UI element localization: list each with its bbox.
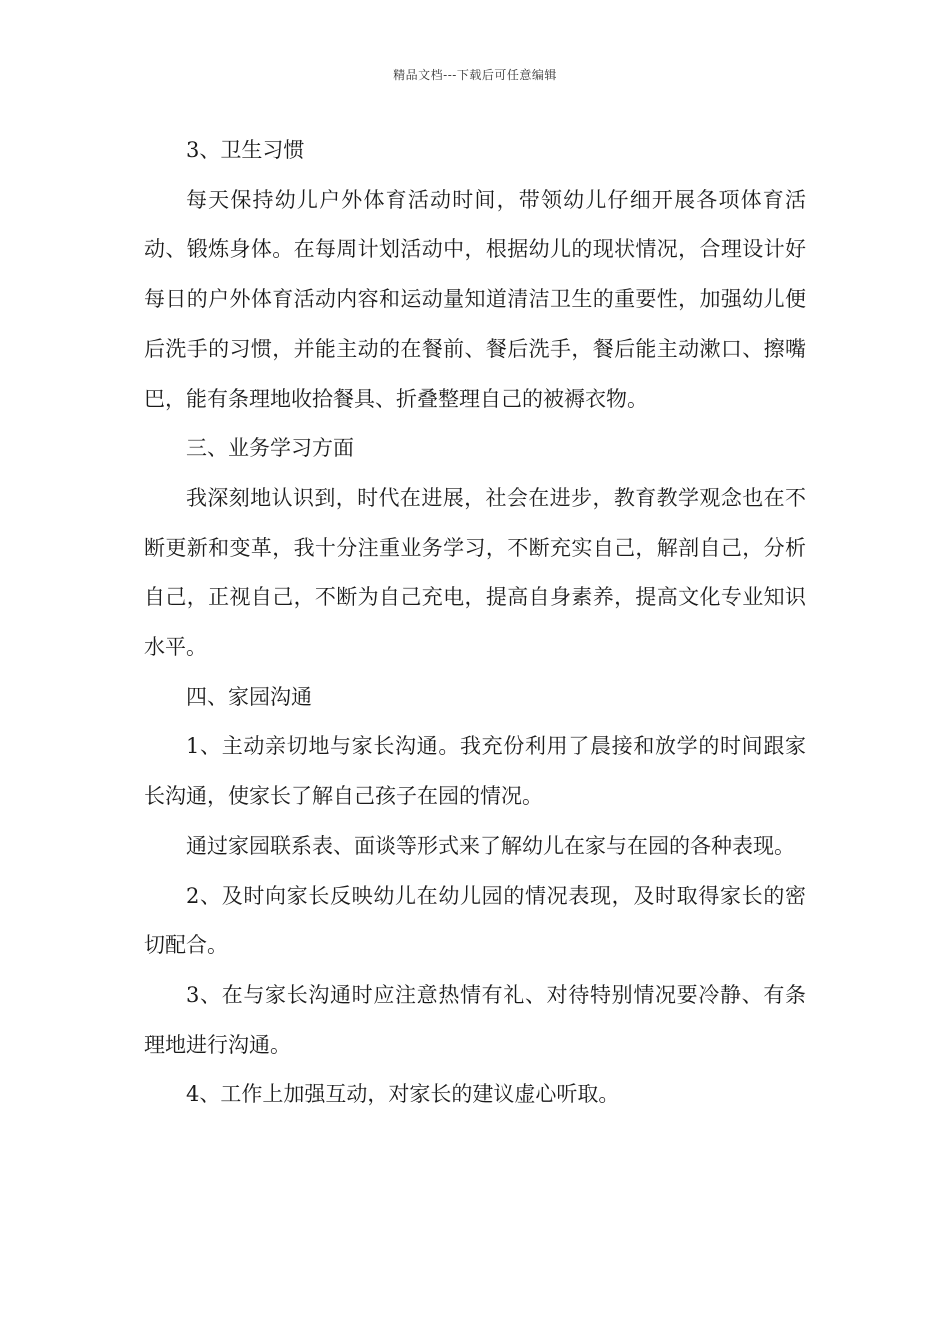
subheading-hygiene-habits: 3、卫生习惯 — [186, 138, 305, 162]
paragraph-communication-item-2: 2、及时向家长反映幼儿在幼儿园的情况表现，及时取得家长的密切配合。 — [144, 883, 806, 958]
paragraph-communication-item-4: 4、工作上加强互动，对家长的建议虚心听取。 — [186, 1082, 620, 1107]
paragraph-communication-methods: 通过家园联系表、面谈等形式来了解幼儿在家与在园的各种表现。 — [186, 833, 795, 858]
paragraph-communication-item-1: 1、主动亲切地与家长沟通。我充份利用了晨接和放学的时间跟家长沟通，使家长了解自己孩子在园的情况。 — [144, 734, 806, 809]
page-header: 精品文档---下载后可任意编辑 — [393, 68, 557, 82]
paragraph-hygiene-details: 每天保持幼儿户外体育活动时间，带领幼儿仔细开展各项体育活动、锻炼身体。在每周计划活动中，根据幼儿的现状情况，合理设计好每日的户外体育活动内容和运动量知道清洁卫生的重要性，加强幼儿便后洗手的习惯，并能主动的在餐前、餐后洗手，餐后能主动漱口、擦嘴巴，能有条理地收拾餐具、折叠整理自己的被褥衣物。 — [144, 187, 806, 411]
section-heading-professional-study: 三、业务学习方面 — [186, 436, 354, 461]
document-body — [144, 126, 806, 1120]
paragraph-communication-item-3: 3、在与家长沟通时应注意热情有礼、对待特别情况要冷静、有条理地进行沟通。 — [144, 982, 806, 1057]
paragraph-professional-study: 我深刻地认识到，时代在进展，社会在进步，教育教学观念也在不断更新和变革，我十分注重业务学习，不断充实自己，解剖自己，分析自己，正视自己，不断为自己充电，提高自身素养，提高文化专业知识水平。 — [144, 485, 806, 660]
section-heading-home-school-communication: 四、家园沟通 — [186, 684, 312, 709]
